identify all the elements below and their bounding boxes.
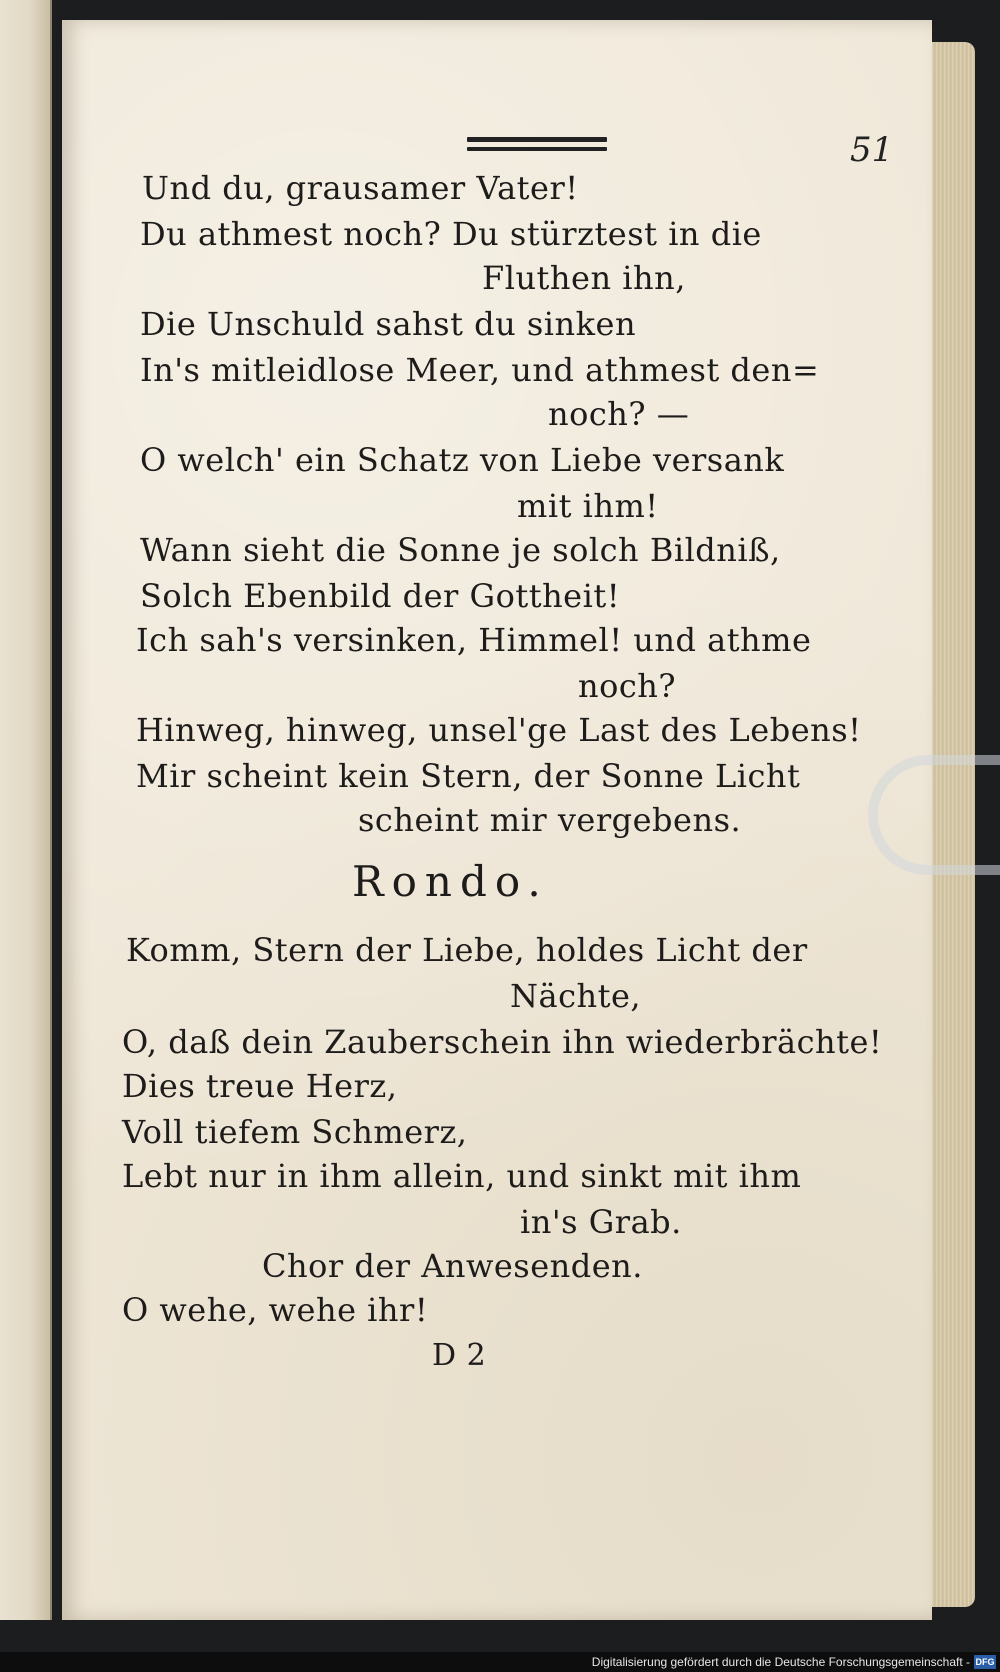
text-line: Komm, Stern der Liebe, holdes Licht der (126, 931, 808, 969)
footer-text: Digitalisierung gefördert durch die Deutsche Forschungsgemeinschaft - (591, 1655, 970, 1669)
page-clip (868, 755, 1000, 875)
text-line: O wehe, wehe ihr! (122, 1291, 429, 1329)
text-line: Lebt nur in ihm allein, und sinkt mit ihm (122, 1157, 802, 1195)
text-line: Die Unschuld sahst du sinken (140, 305, 637, 343)
text-line: Wann sieht die Sonne je solch Bildniß, (140, 531, 781, 569)
text-line: noch? (578, 667, 677, 705)
text-line: Ich sah's versinken, Himmel! und athme (136, 621, 812, 659)
text-line: noch? — (548, 395, 690, 433)
footer-bar (0, 1652, 1000, 1672)
speaker-label: Chor der Anwesenden. (262, 1247, 643, 1285)
text-line: Und du, grausamer Vater! (142, 169, 579, 207)
section-heading: Rondo. (352, 857, 549, 906)
facing-page-edge (0, 0, 52, 1620)
text-line: Solch Ebenbild der Gottheit! (140, 577, 621, 615)
text-line: Nächte, (510, 977, 642, 1015)
text-line: O, daß dein Zauberschein ihn wiederbrächte! (122, 1023, 883, 1061)
text-line: Du athmest noch? Du stürztest in die (140, 215, 762, 253)
book-page (62, 20, 932, 1620)
text-line: In's mitleidlose Meer, und athmest den= (140, 351, 820, 389)
dfg-logo: DFG (975, 1657, 995, 1667)
text-line: Hinweg, hinweg, unsel'ge Last des Lebens! (136, 711, 862, 749)
text-line: scheint mir vergebens. (358, 801, 742, 839)
text-line: Dies treue Herz, (122, 1067, 398, 1105)
text-line: Fluthen ihn, (482, 259, 686, 297)
text-line: Mir scheint kein Stern, der Sonne Licht (136, 757, 801, 795)
text-line: mit ihm! (517, 487, 659, 525)
text-line: Voll tiefem Schmerz, (122, 1113, 468, 1151)
page-number: 51 (850, 130, 894, 170)
text-line: O welch' ein Schatz von Liebe versank (140, 441, 785, 479)
text-line: in's Grab. (520, 1203, 682, 1241)
signature-mark: D 2 (432, 1338, 487, 1373)
header-rule (467, 137, 607, 151)
